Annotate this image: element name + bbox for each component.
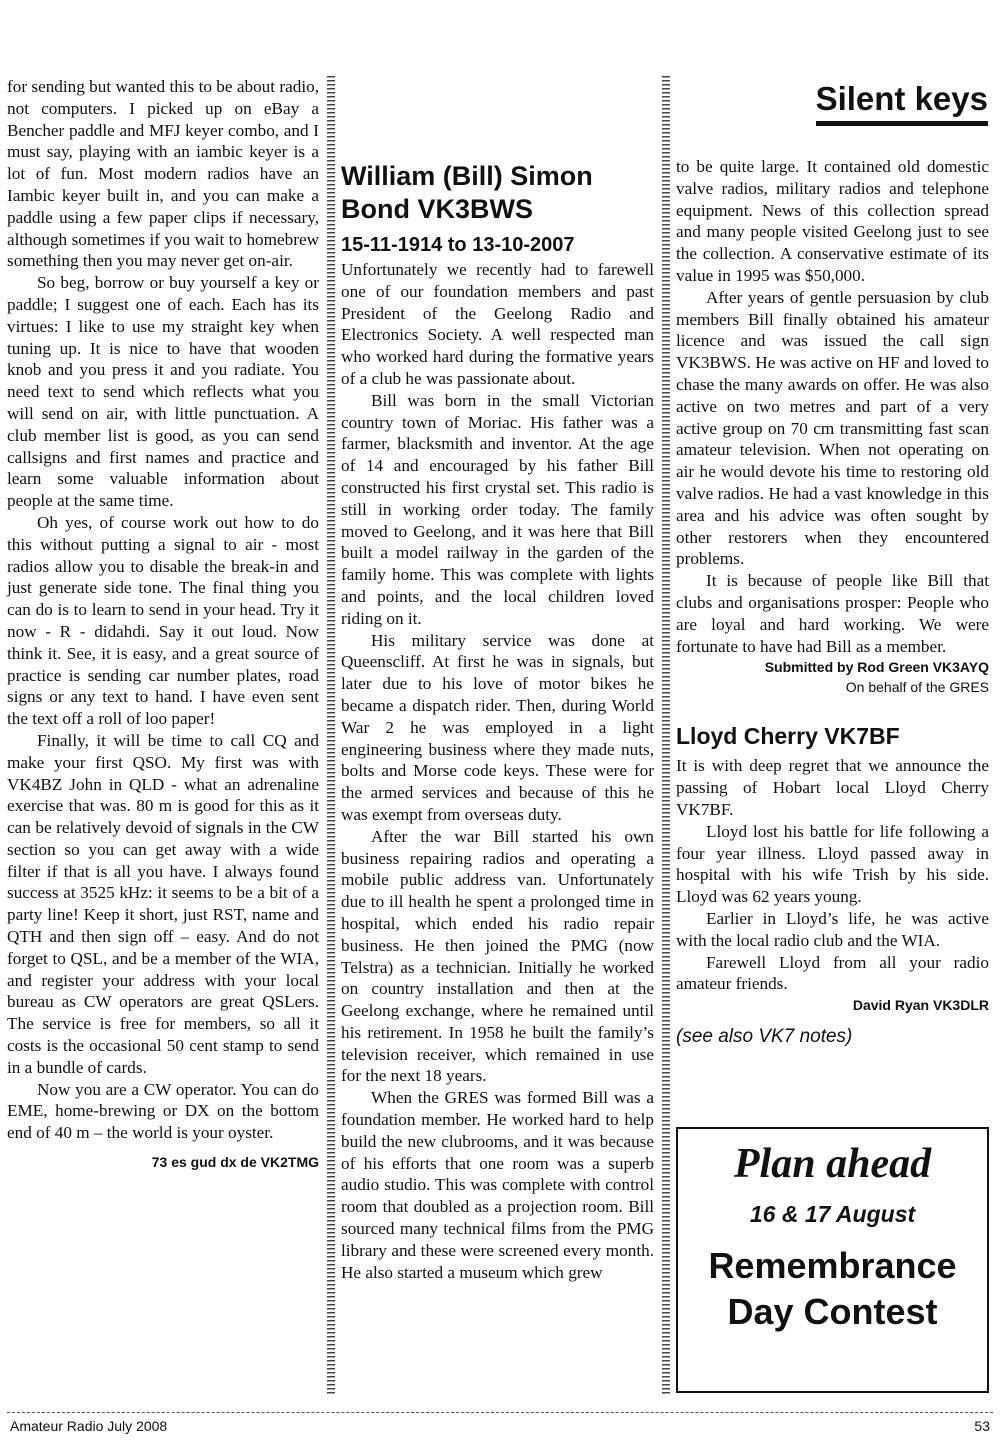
article-title: William (Bill) Simon Bond VK3BWS (341, 161, 593, 224)
author-signoff: 73 es gud dx de VK2TMG (151, 1154, 319, 1171)
body-paragraph: Farewell Lloyd from all your radio amateur friends. (676, 952, 989, 994)
body-paragraph: Earlier in Lloyd’s life, he was active with the local radio club and the WIA. (676, 908, 989, 950)
ad-contest-name (678, 1243, 987, 1335)
column-divider (327, 76, 335, 1396)
ad-contest-line: Day Contest (727, 1291, 938, 1332)
column-2 (341, 259, 654, 1283)
body-paragraph: Oh yes, of course work out how to do this without putting a signal to air - most radios allow you to disable the break-in and just generate side tone. The final thing you can do is to learn to send in your head. Try it now - R - didahdi. Say it out loud. Now think it. See, it is easy, and a great source of practice is sending car number plates, road signs or any text to hand. I have even sent the text off a roll of loo paper! (7, 512, 319, 729)
body-paragraph: His military service was done at Queenscliff. At first he was in signals, but later due to his love of motor bikes he became a dispatch rider. Then, during World War 2 he was employed in a light engineering business where they made nuts, bolts and Morse code keys. These were for the armed services and because of this he was exempt from overseas duty. (341, 630, 654, 824)
contest-ad-box (676, 1127, 989, 1393)
body-paragraph: Now you are a CW operator. You can do EME, home-brewing or DX on the bottom end of 40 m – the world is your oyster. (7, 1079, 319, 1143)
body-paragraph: Bill was born in the small Victorian country town of Moriac. His father was a farmer, blacksmith and inventor. At the age of 14 and encouraged by his father Bill constructed his first crystal set. This radio is still in working order today. The family moved to Geelong, and it was here that Bill built a model railway in the garden of the family home. This was complete with lights and points, and the local children loved riding on it. (341, 390, 654, 628)
on-behalf: On behalf of the GRES (845, 679, 989, 696)
footer-divider (7, 1412, 993, 1413)
column-divider (662, 76, 670, 1396)
body-paragraph: After years of gentle persuasion by club members Bill finally obtained his amateur licence and was issued the call sign VK3BWS. He was active on HF and loved to chase the many awards on offer. He was also active on two metres and part of a very active group on 70 cm transmitting fast scan amateur television. When not operating on air he would devote his time to restoring old valve radios. He had a vast knowledge in this area and his advice was often sought by other restorers when they encountered problems. (676, 287, 989, 569)
footer-page-number: 53 (974, 1418, 990, 1434)
body-paragraph: to be quite large. It contained old domestic valve radios, military radios and telephone equipment. News of this collection spread and many people visited Geelong just to see the collection. A conservative estimate of its value in 1995 was $50,000. (676, 157, 989, 285)
footer-publication: Amateur Radio July 2008 (10, 1418, 168, 1434)
body-paragraph: It is because of people like Bill that clubs and organisations prosper: People who are loyal and hard working. We were fortunate to have had Bill as a member. (676, 571, 989, 656)
column-3 (676, 156, 989, 1049)
body-paragraph: After the war Bill started his own business repairing radios and operating a mobile public address van. Unfortunately due to ill health he spent a prolonged time in hospital, which ended his radio repair business. He then joined the PMG (now Telstra) as a technician. Initially he worked on country installation and then at the Geelong exchange, where he remained until his retirement. In 1958 he built the family’s television receiver, which remained in use for the next 18 years. (341, 826, 654, 1086)
body-paragraph: It is with deep regret that we announce the passing of Hobart local Lloyd Cherry VK7BF. (676, 756, 989, 819)
ad-contest-line: Remembrance (708, 1245, 957, 1286)
section-title: Silent keys (816, 79, 988, 126)
body-paragraph: When the GRES was formed Bill was a foundation member. He worked hard to help build the new clubrooms, and it was because of his efforts that one room was a superb audio studio. This was complete with control room that doubled as a projection room. Bill sourced many technical films from the PMG library and these were screened every month. He also started a museum which grew (341, 1088, 654, 1282)
body-paragraph: for sending but wanted this to be about radio, not computers. I picked up on eBay a Bencher paddle and MFJ keyer combo, and I must say, playing with an iambic keyer is a lot of fun. Most modern radios have an Iambic keyer built in, and you can make a paddle using a few paper clips if necessary, although sometimes if you wait to homebrew something then you may never get on-air. (7, 77, 319, 271)
submitted-by: Submitted by Rod Green VK3AYQ (764, 659, 989, 676)
body-paragraph: Unfortunately we recently had to farewell one of our foundation members and past President of the Geelong Radio and Electronics Society. A well respected man who worked hard during the formative years of a club he was passionate about. (341, 260, 654, 388)
column-1 (7, 76, 319, 1172)
body-paragraph: Lloyd lost his battle for life following a four year illness. Lloyd passed away in hospital with his wife Trish by his side. Lloyd was 62 years young. (676, 821, 989, 907)
ad-headline: Plan ahead (733, 1141, 932, 1187)
body-paragraph: Finally, it will be time to call CQ and make your first QSO. My first was with VK4BZ John in QLD - what an adrenaline exercise that was. 80 m is good for this as it can be relatively devoid of signals in the CW section so you can get away with a wide filter if that is all you have. I always found success at 3525 kHz: it seems to be a bit of a party line! Keep it short, just RST, name and QTH and then sign off – easy. And do not forget to QSL, and be a member of the WIA, and register your address with your local bureau as CW operators are great QSLers. The service is free for members, so all it costs is the occasional 50 cent stamp to send in a bundle of cards. (7, 730, 319, 1077)
author-signoff: David Ryan VK3DLR (852, 997, 989, 1014)
article-dates: 15-11-1914 to 13-10-2007 (341, 234, 575, 256)
body-paragraph: So beg, borrow or buy yourself a key or paddle; I suggest one of each. Each has its virtues: I like to use my straight key when tuning up. It is nice to have that wooden knob and you press it and you radiate. You need text to send which reflects what you will send on air, with little punctuation. A club member list is good, as you can send callsigns and first names and practice and learn some valuable information about people at the same time. (7, 273, 319, 511)
article-title: Lloyd Cherry VK7BF (676, 723, 900, 750)
ad-dates: 16 & 17 August (749, 1201, 916, 1227)
see-also-note: (see also VK7 notes) (676, 1026, 853, 1048)
